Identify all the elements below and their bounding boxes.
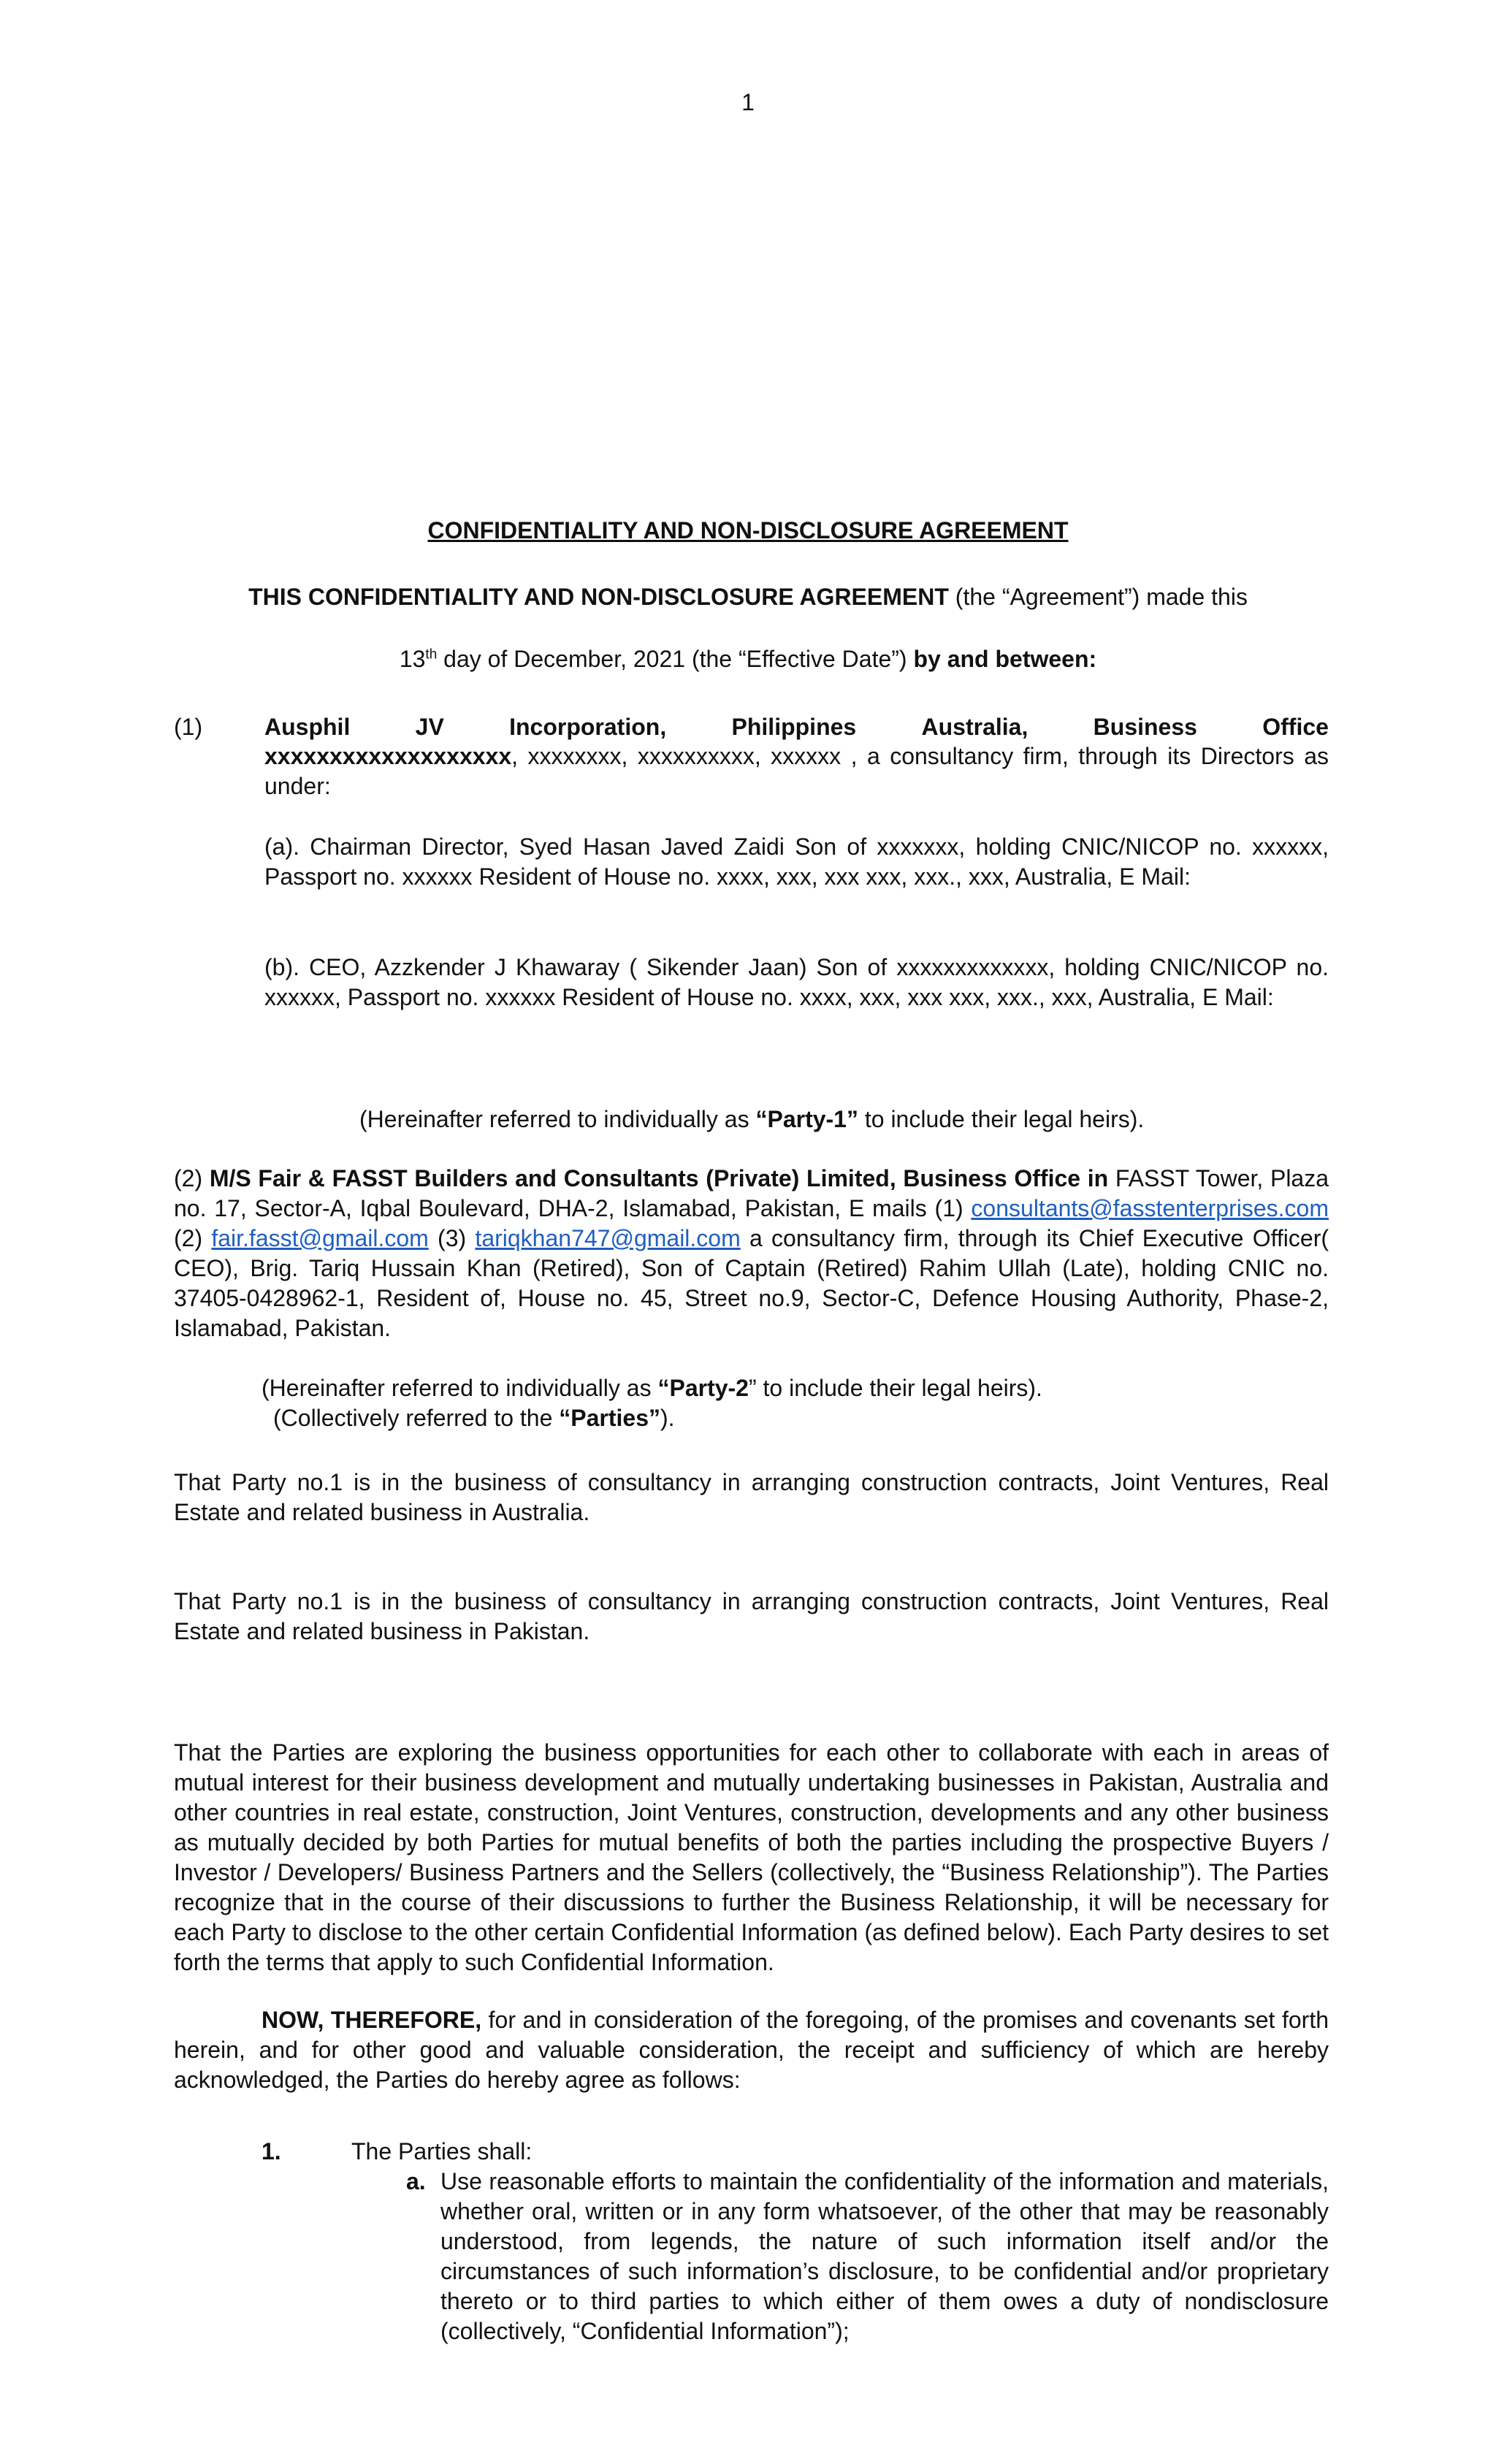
party1-label: “Party-1” bbox=[755, 1106, 858, 1132]
document-title-text: CONFIDENTIALITY AND NON-DISCLOSURE AGREEMENT bbox=[427, 517, 1069, 543]
party1-name-word: Australia, bbox=[921, 714, 1028, 740]
party2-referred bbox=[262, 1373, 1042, 1403]
party2-email-1-link[interactable]: consultants@fasstenterprises.com bbox=[971, 1195, 1329, 1221]
party2-name: M/S Fair & FASST Builders and Consultants (Private) Limited, Business Office in bbox=[209, 1165, 1109, 1191]
party2-email-sep-3: (3) bbox=[428, 1225, 476, 1251]
party2-email-sep-2: (2) bbox=[174, 1225, 212, 1251]
party1-referred bbox=[359, 1105, 1144, 1134]
parties-collective bbox=[273, 1403, 675, 1433]
party1-address-office: xxxxxxxxxxxxxxxxxxx bbox=[264, 743, 512, 769]
clause-1-text: The Parties shall: bbox=[351, 2138, 533, 2164]
intro-by-and-between: by and between: bbox=[913, 646, 1097, 672]
party2-referred-pre: (Hereinafter referred to individually as bbox=[262, 1375, 658, 1401]
parties-collective-pre: (Collectively referred to the bbox=[273, 1405, 560, 1431]
recital-3: That the Parties are exploring the business opportunities for each other to collaborate with each in areas of mutual interest for their business development and mutually undertaking businesses in Pakistan, Australia and other countries in real estate, construction, Joint Ventures, construction, developments and any other business as mutually decided by both Parties for mutual benefits of both the parties including the prospective Buyers / Investor / Developers/ Business Partners and the Sellers (collectively, the “Business Relationship”). The Parties recognize that in the course of their discussions to further the Business Relationship, it will be necessary for each Party to disclose to the other certain Confidential Information (as defined below). Each Party desires to set forth the terms that apply to such Confidential Information. bbox=[174, 1739, 1329, 1975]
party2-description bbox=[174, 1164, 1329, 1343]
party1-name-word: Philippines bbox=[731, 714, 857, 740]
party2-referred-post: ” to include their legal heirs). bbox=[748, 1375, 1042, 1401]
party1-name-word: Ausphil bbox=[264, 714, 351, 740]
intro-line-2-rest: day of December, 2021 (the “Effective Date”) bbox=[437, 646, 914, 672]
document-title bbox=[0, 516, 1496, 546]
now-therefore-text: for and in consideration of the foregoing, of the promises and covenants set forth herein, and for other good and valuable consideration, the receipt and sufficiency of which are hereby acknowledged, the Parties do hereby agree as follows: bbox=[174, 2007, 1329, 2093]
party2-email-2-link[interactable]: fair.fasst@gmail.com bbox=[211, 1225, 429, 1251]
intro-line-1 bbox=[0, 582, 1496, 612]
party2-label: “Party-2 bbox=[657, 1375, 749, 1401]
party1-name bbox=[264, 712, 1329, 742]
party1-director-b: (b). CEO, Azzkender J Khawaray ( Sikender Jaan) Son of xxxxxxxxxxxxx, holding CNIC/NICOP no. xxxxxx, Passport no. xxxxxx Resident of House no. xxxx, xxx, xxx xxx, xxx., xxx, Australia, E Mail: bbox=[264, 954, 1329, 1010]
clause-1-number: 1. bbox=[262, 2138, 281, 2164]
now-therefore-lead: NOW, THEREFORE, bbox=[262, 2007, 482, 2033]
party1-referred-post: to include their legal heirs). bbox=[858, 1106, 1145, 1132]
party1-referred-pre: (Hereinafter referred to individually as bbox=[359, 1106, 756, 1132]
party1-address bbox=[264, 741, 1329, 801]
party2-rest: a consultancy firm, through its Chief Executive Officer( CEO), Brig. Tariq Hussain Khan (Retired), Son of Captain (Retired) Rahim Ullah (Late), holding CNIC no. 37405-0428962-1, Resident of, House no. 45, Street no.9, Sector-C, Defence Housing Authority, Phase-2, Islamabad, Pakistan. bbox=[174, 1225, 1329, 1341]
clause-1a-text: Use reasonable efforts to maintain the confidentiality of the information and materials, whether oral, written or in any form whatsoever, of the other that may be reasonably understood, from legends, the nature of such information itself and/or the circumstances of such information’s disclosure, to be confidential and/or proprietary thereto or to third parties to which either of them owes a duty of nondisclosure (collectively, “Confidential Information”); bbox=[440, 2168, 1329, 2344]
recital-2: That Party no.1 is in the business of consultancy in arranging construction contracts, Joint Ventures, Real Estate and related business in Pakistan. bbox=[174, 1588, 1329, 1644]
clause-1a-number: a. bbox=[406, 2168, 426, 2194]
party2-number: (2) bbox=[174, 1165, 210, 1191]
party1-name-word: Business bbox=[1093, 714, 1197, 740]
parties-collective-post: ). bbox=[660, 1405, 675, 1431]
party2-address: FASST Tower, Plaza no. 17, Sector-A, Iqbal Boulevard, DHA-2, Islamabad, Pakistan, E mails (1) bbox=[174, 1165, 1329, 1221]
recital-1: That Party no.1 is in the business of consultancy in arranging construction contracts, Joint Ventures, Real Estate and related business in Australia. bbox=[174, 1469, 1329, 1525]
party2-email-3-link[interactable]: tariqkhan747@gmail.com bbox=[475, 1225, 741, 1251]
party1-director-a: (a). Chairman Director, Syed Hasan Javed Zaidi Son of xxxxxxx, holding CNIC/NICOP no. xxxxxx, Passport no. xxxxxx Resident of House no. xxxx, xxx, xxx xxx, xxx., xxx, Australia, E Mail: bbox=[264, 834, 1329, 890]
page-number: 1 bbox=[741, 89, 755, 115]
party1-name-word: Office bbox=[1262, 714, 1329, 740]
parties-label: “Parties” bbox=[559, 1405, 660, 1431]
intro-day-suffix: th bbox=[425, 646, 438, 663]
party1-address-rest: , xxxxxxxx, xxxxxxxxxx, xxxxxx , a consultancy firm, through its Directors as under: bbox=[264, 743, 1329, 799]
party1-name-word: JV bbox=[415, 714, 444, 740]
party2-block bbox=[174, 1164, 1329, 1343]
party1-name-word: Incorporation, bbox=[509, 714, 667, 740]
intro-line-2 bbox=[0, 644, 1496, 674]
intro-day: 13 bbox=[399, 646, 426, 672]
intro-line-1-rest: (the “Agreement”) made this bbox=[948, 584, 1248, 610]
now-therefore-paragraph bbox=[174, 2005, 1329, 2095]
party1-number: (1) bbox=[174, 714, 203, 740]
intro-agreement-name: THIS CONFIDENTIALITY AND NON-DISCLOSURE AGREEMENT bbox=[248, 584, 949, 610]
